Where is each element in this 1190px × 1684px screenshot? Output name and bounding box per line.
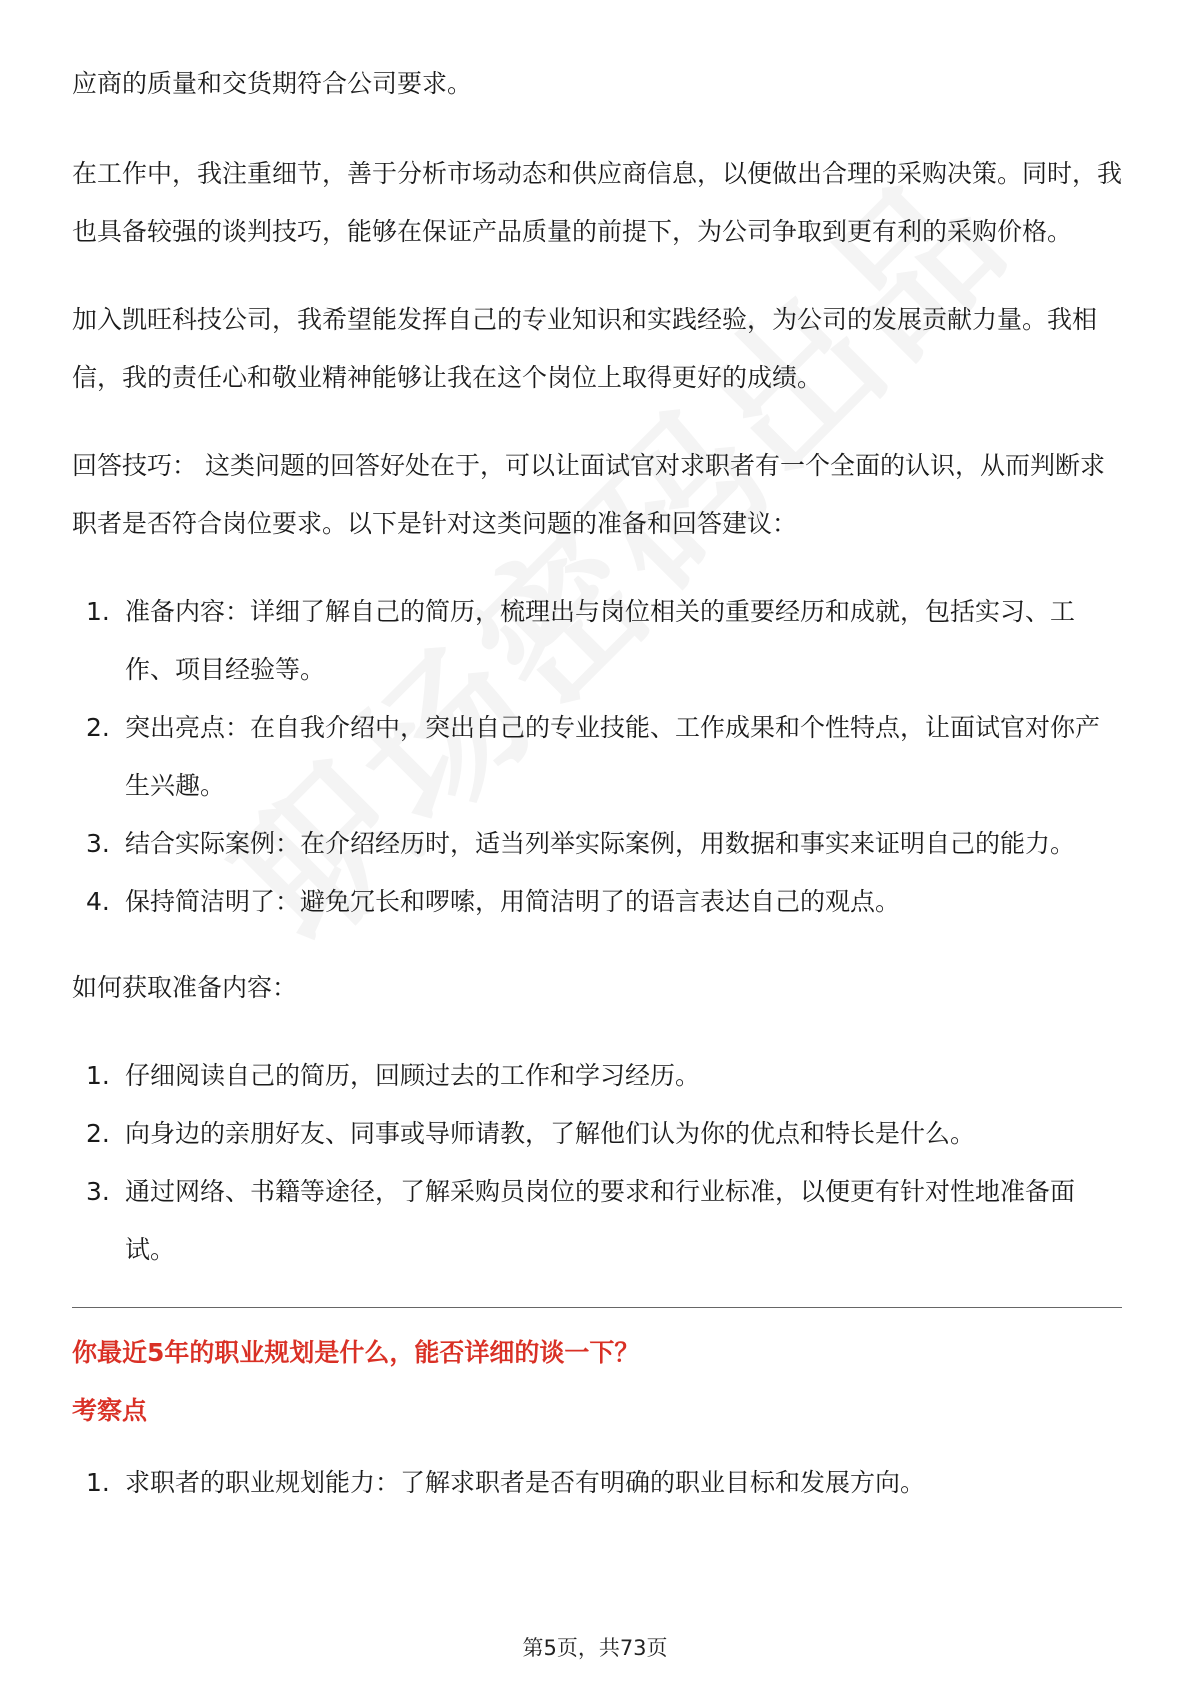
prep-heading: 如何获取准备内容：	[72, 973, 298, 1002]
prep-list	[72, 1047, 1122, 1279]
list-number: 1.	[86, 1468, 110, 1497]
list-item	[72, 1454, 1122, 1512]
list-item-text: 通过网络、书籍等途径，了解采购员岗位的要求和行业标准，以便更有针对性地准备面试。	[125, 1177, 1076, 1264]
list-item-text: 突出亮点：在自我介绍中，突出自己的专业技能、工作成果和个性特点，让面试官对你产生兴趣。	[125, 713, 1101, 800]
list-item	[72, 1105, 1122, 1163]
list-item	[72, 815, 1122, 873]
list-number: 1.	[86, 1061, 110, 1090]
inspect-list	[72, 1454, 1122, 1512]
list-number: 3.	[86, 1177, 110, 1206]
paragraph-continuation: 应商的质量和交货期符合公司要求。	[72, 69, 473, 98]
page-footer: 第5页，共73页	[522, 1636, 668, 1660]
list-item-text: 结合实际案例：在介绍经历时，适当列举实际案例，用数据和事实来证明自己的能力。	[125, 829, 1076, 858]
list-item-text: 准备内容：详细了解自己的简历，梳理出与岗位相关的重要经历和成就，包括实习、工作、项目经验等。	[125, 597, 1076, 684]
list-item-text: 向身边的亲朋好友、同事或导师请教，了解他们认为你的优点和特长是什么。	[125, 1119, 976, 1148]
section-divider	[72, 1307, 1122, 1308]
question-title: 你最近5年的职业规划是什么，能否详细的谈一下？	[72, 1338, 640, 1367]
list-item	[72, 1047, 1122, 1105]
list-number: 1.	[86, 597, 110, 626]
list-item-text: 求职者的职业规划能力：了解求职者是否有明确的职业目标和发展方向。	[125, 1468, 926, 1497]
list-item	[72, 699, 1122, 815]
paragraph-motivation: 加入凯旺科技公司，我希望能发挥自己的专业知识和实践经验，为公司的发展贡献力量。我相信，我的责任心和敬业精神能够让我在这个岗位上取得更好的成绩。	[72, 305, 1098, 392]
list-item-text: 保持简洁明了：避免冗长和啰嗦，用简洁明了的语言表达自己的观点。	[125, 887, 901, 916]
document-body	[72, 55, 1122, 1540]
list-item-text: 仔细阅读自己的简历，回顾过去的工作和学习经历。	[125, 1061, 701, 1090]
paragraph-answer-tips: 回答技巧： 这类问题的回答好处在于，可以让面试官对求职者有一个全面的认识，从而判断求职者是否符合岗位要求。以下是针对这类问题的准备和回答建议：	[72, 451, 1105, 538]
tips-list	[72, 583, 1122, 931]
list-number: 2.	[86, 713, 110, 742]
list-number: 3.	[86, 829, 110, 858]
list-item	[72, 583, 1122, 699]
list-item	[72, 1163, 1122, 1279]
list-number: 4.	[86, 887, 110, 916]
list-number: 2.	[86, 1119, 110, 1148]
inspect-heading: 考察点	[72, 1396, 148, 1425]
paragraph-work-style: 在工作中，我注重细节，善于分析市场动态和供应商信息，以便做出合理的采购决策。同时，我也具备较强的谈判技巧，能够在保证产品质量的前提下，为公司争取到更有利的采购价格。	[72, 159, 1123, 246]
list-item	[72, 873, 1122, 931]
